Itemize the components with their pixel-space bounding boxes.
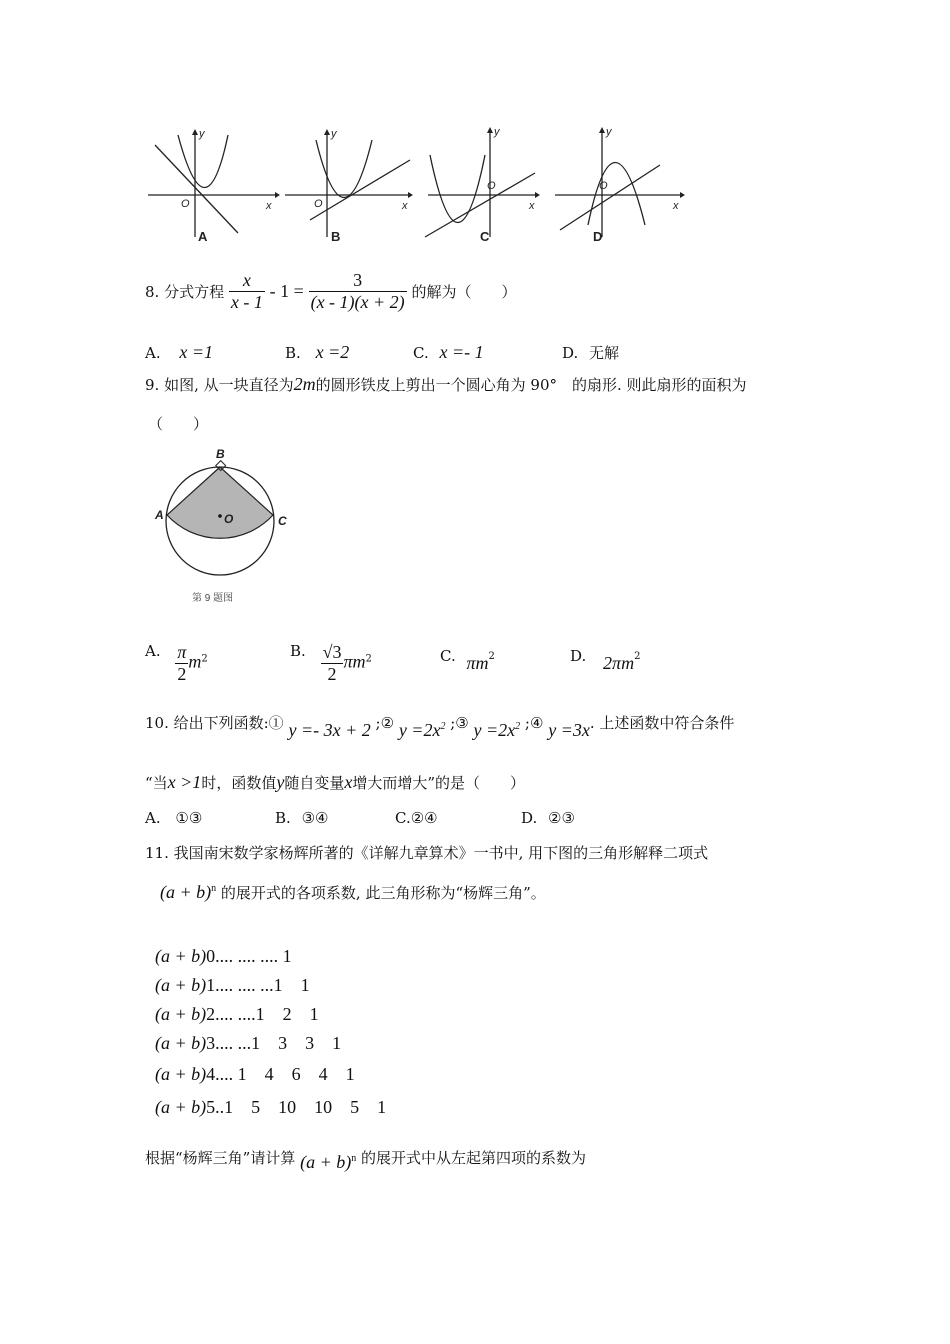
q8-fraction-left [229, 270, 265, 313]
triangle-row: (a + b)3.... ...1 3 3 1 [155, 1033, 342, 1053]
q9-label-b: B [216, 447, 225, 461]
graph-d-label: D [593, 229, 603, 244]
triangle-row: (a + b)0.... .... .... 1 [155, 946, 292, 966]
graph-c-line [425, 173, 535, 237]
q8-frac1-num: x [229, 270, 265, 292]
triangle-row: (a + b)1.... .... ...1 1 [155, 975, 310, 995]
graph-c-parabola [430, 155, 485, 223]
q9-label-o: O [224, 512, 234, 526]
q9-sector [167, 467, 273, 538]
q8-option-c[interactable]: C. x =- 1 [413, 342, 484, 362]
graph-a [148, 135, 275, 237]
graph-a-x-label: x [266, 200, 272, 212]
triangle-row: (a + b)2.... ....1 2 1 [155, 1004, 319, 1024]
graph-b-label: B [331, 229, 341, 244]
question-8 [145, 270, 516, 313]
q10-option-c[interactable]: C.②④ [395, 809, 438, 827]
q8-frac1-den: x - 1 [230, 292, 263, 312]
q10-condition: “当x >1时，函数值y随自变量x增大而增大”的是（ ） [145, 772, 526, 792]
q10-option-d[interactable]: D. ②③ [521, 809, 575, 827]
q9-option-a[interactable]: A. $\frac{\pi}{2}$ $m^2$ [145, 642, 208, 684]
graph-b-x-label: x [402, 200, 408, 212]
q10-f1: y =- 3x + 2 [288, 720, 371, 740]
q9-option-c[interactable]: C. $\pi m^2$ [440, 647, 495, 673]
q9-caption: 第 9 题图 [192, 593, 234, 604]
q8-prefix: 8. 分式方程 [145, 283, 225, 301]
q11-line2: $(a + b)^n$ 的展开式的各项系数, 此三角形称为“杨辉三角”。 [160, 882, 546, 902]
graph-a-line [155, 145, 238, 233]
graph-c-label: C [480, 229, 490, 244]
graph-c [425, 133, 535, 237]
q10-f4: y =3x [548, 720, 590, 740]
q10-option-a[interactable]: A. ①③ [145, 809, 203, 827]
graph-b-line [310, 160, 410, 220]
q8-option-d[interactable]: D. 无解 [562, 344, 620, 362]
q9-option-b[interactable]: B. $\frac{√3}{2}$ $\pi m^2$ [290, 642, 372, 684]
q9-label-c: C [278, 514, 287, 528]
q10-option-b[interactable]: B. ③④ [275, 809, 329, 827]
graph-a-y-label: y [199, 128, 205, 140]
q9-diameter: 2m [293, 374, 316, 394]
question-11: 11. 我国南宋数学家杨辉所著的《详解九章算术》一书中, 用下图的三角形解释二项式 [145, 844, 709, 862]
graph-d-line [560, 165, 660, 230]
q9-figure [150, 445, 300, 610]
q8-option-b[interactable]: B. x =2 [285, 342, 350, 362]
graph-a-label: A [198, 229, 208, 244]
q8-fraction-right [309, 270, 407, 313]
q11-final: 根据“杨辉三角”请计算 $(a + b)^n$ 的展开式中从左起第四项的系数为 [145, 1149, 587, 1172]
graph-c-y-label: y [494, 126, 500, 138]
q10-f3: $y =2x^2$ [473, 720, 521, 740]
q8-frac2-num: 3 [309, 270, 407, 292]
graph-a-origin: O [181, 198, 190, 210]
function-graphs [140, 125, 700, 250]
graph-b-y-label: y [331, 128, 337, 140]
q8-middle: - 1 = [269, 281, 304, 301]
triangle-row: (a + b)5..1 5 10 10 5 1 [155, 1097, 387, 1117]
q9-center-dot [218, 514, 222, 518]
q9-label-a: A [155, 508, 164, 522]
graph-b [285, 135, 410, 237]
graph-c-x-label: x [529, 200, 535, 212]
q8-option-a[interactable]: A. x =1 [145, 342, 214, 362]
q8-frac2-den: (x - 1)(x + 2) [310, 292, 405, 312]
q8-suffix: 的解为（ ） [411, 283, 517, 301]
triangle-row: (a + b)4.... 1 4 6 4 1 [155, 1064, 355, 1084]
q10-f2: $y =2x^2$ [398, 720, 446, 740]
question-10: 10. 给出下列函数:① y =- 3x + 2 ;② $y =2x^2$ ;③ $y =2x^2$ ;④ y =3x. 上述函数中符合条件 [145, 714, 735, 740]
graph-b-parabola [316, 140, 372, 198]
graph-d [555, 133, 680, 237]
question-9: 9. 如图, 从一块直径为2m的圆形铁皮上剪出一个圆心角为 90° 的扇形. 则此扇形的面积为 [145, 374, 747, 394]
graph-b-origin: O [314, 198, 323, 210]
graph-c-origin: O [487, 180, 496, 192]
graph-d-y-label: y [606, 126, 612, 138]
q9-option-d[interactable]: D. $2\pi m^2$ [570, 647, 641, 673]
graph-d-origin: O [599, 180, 608, 192]
graph-d-x-label: x [673, 200, 679, 212]
yang-hui-triangle [155, 942, 386, 1122]
graph-a-parabola [178, 135, 228, 188]
q9-blank: （ ） [148, 415, 209, 433]
